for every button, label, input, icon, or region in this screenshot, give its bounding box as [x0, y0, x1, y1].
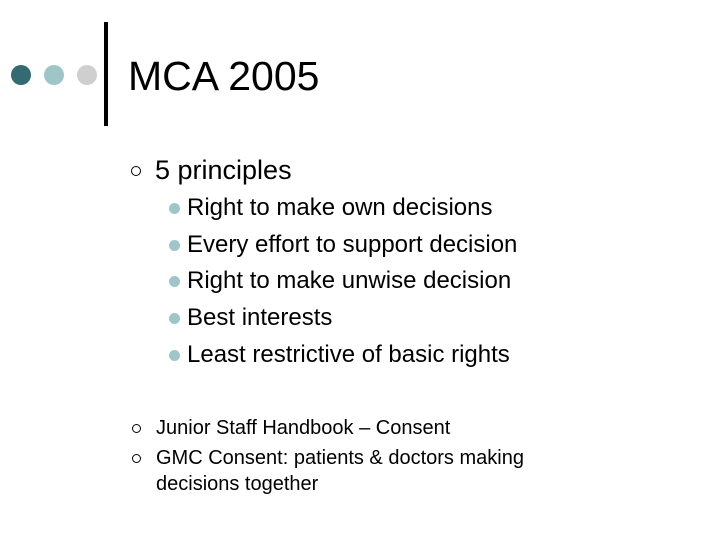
decorative-dot-light-icon [44, 65, 64, 85]
main-bullet-text: 5 principles [155, 155, 292, 185]
reference-item: GMC Consent: patients & doctors making [156, 447, 524, 469]
filled-circle-bullet-icon [169, 240, 180, 251]
principle-item: Every effort to support decision [187, 231, 518, 258]
principle-item: Right to make unwise decision [187, 267, 512, 294]
filled-circle-bullet-icon [169, 203, 180, 214]
title-divider [104, 22, 108, 126]
hollow-circle-bullet-icon [132, 424, 141, 433]
decorative-dot-grey-icon [77, 65, 97, 85]
filled-circle-bullet-icon [169, 276, 180, 287]
principle-item: Least restrictive of basic rights [187, 341, 510, 368]
slide-title: MCA 2005 [128, 53, 320, 99]
principle-item: Best interests [187, 304, 333, 331]
filled-circle-bullet-icon [169, 313, 180, 324]
decorative-dot-dark-icon [11, 65, 31, 85]
hollow-circle-bullet-icon [131, 166, 141, 176]
filled-circle-bullet-icon [169, 350, 180, 361]
reference-item-continuation: decisions together [156, 473, 319, 495]
reference-item: Junior Staff Handbook – Consent [156, 417, 451, 439]
principle-item: Right to make own decisions [187, 194, 493, 221]
hollow-circle-bullet-icon [132, 454, 141, 463]
